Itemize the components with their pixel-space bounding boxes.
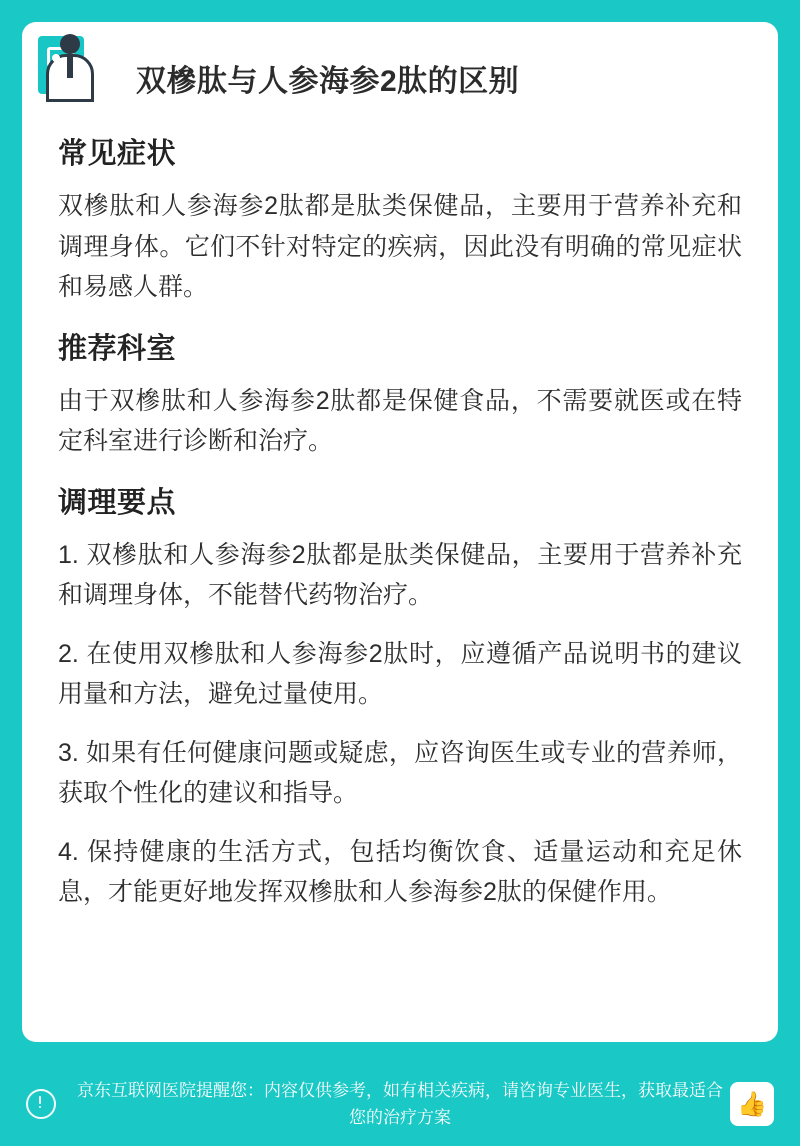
section-body bbox=[58, 186, 742, 308]
document-person-icon bbox=[32, 32, 98, 106]
section-recommended-department bbox=[58, 326, 742, 462]
footer-disclaimer-bar bbox=[0, 1062, 800, 1146]
person-head-shape bbox=[60, 34, 80, 54]
disclaimer-text: 京东互联网医院提醒您：内容仅供参考，如有相关疾病，请咨询专业医生，获取最适合您的治疗方案 bbox=[77, 1080, 723, 1127]
section-heading: 调理要点 bbox=[58, 486, 177, 519]
thumbs-up-button[interactable] bbox=[730, 1082, 774, 1126]
list-item: 4. 保持健康的生活方式，包括均衡饮食、适量运动和充足休息，才能更好地发挥双槮肽和人参海参2肽的保健作用。 bbox=[58, 837, 742, 906]
paragraph: 双槮肽和人参海参2肽都是肽类保健品，主要用于营养补充和调理身体。它们不针对特定的疾病，因此没有明确的常见症状和易感人群。 bbox=[58, 192, 742, 301]
section-common-symptoms bbox=[58, 131, 742, 308]
person-tie-shape bbox=[67, 56, 73, 78]
info-circle-icon bbox=[26, 1089, 56, 1119]
section-heading: 推荐科室 bbox=[58, 332, 177, 365]
list-item: 3. 如果有任何健康问题或疑虑，应咨询医生或专业的营养师，获取个性化的建议和指导。 bbox=[58, 738, 742, 807]
thumbs-up-icon: 👍 bbox=[737, 1090, 767, 1118]
section-heading: 常见症状 bbox=[58, 138, 177, 170]
section-care-tips bbox=[58, 480, 742, 913]
list-item: 1. 双槮肽和人参海参2肽都是肽类保健品，主要用于营养补充和调理身体，不能替代药物治疗。 bbox=[58, 540, 742, 609]
section-body bbox=[58, 381, 742, 462]
article-card bbox=[22, 22, 778, 1042]
page-title: 双槮肽与人参海参2肽的区别 bbox=[136, 65, 520, 98]
paragraph: 由于双槮肽和人参海参2肽都是保健食品，不需要就医或在特定科室进行诊断和治疗。 bbox=[58, 386, 742, 455]
list-item: 2. 在使用双槮肽和人参海参2肽时，应遵循产品说明书的建议用量和方法，避免过量使用。 bbox=[58, 639, 742, 708]
section-body bbox=[58, 535, 742, 913]
